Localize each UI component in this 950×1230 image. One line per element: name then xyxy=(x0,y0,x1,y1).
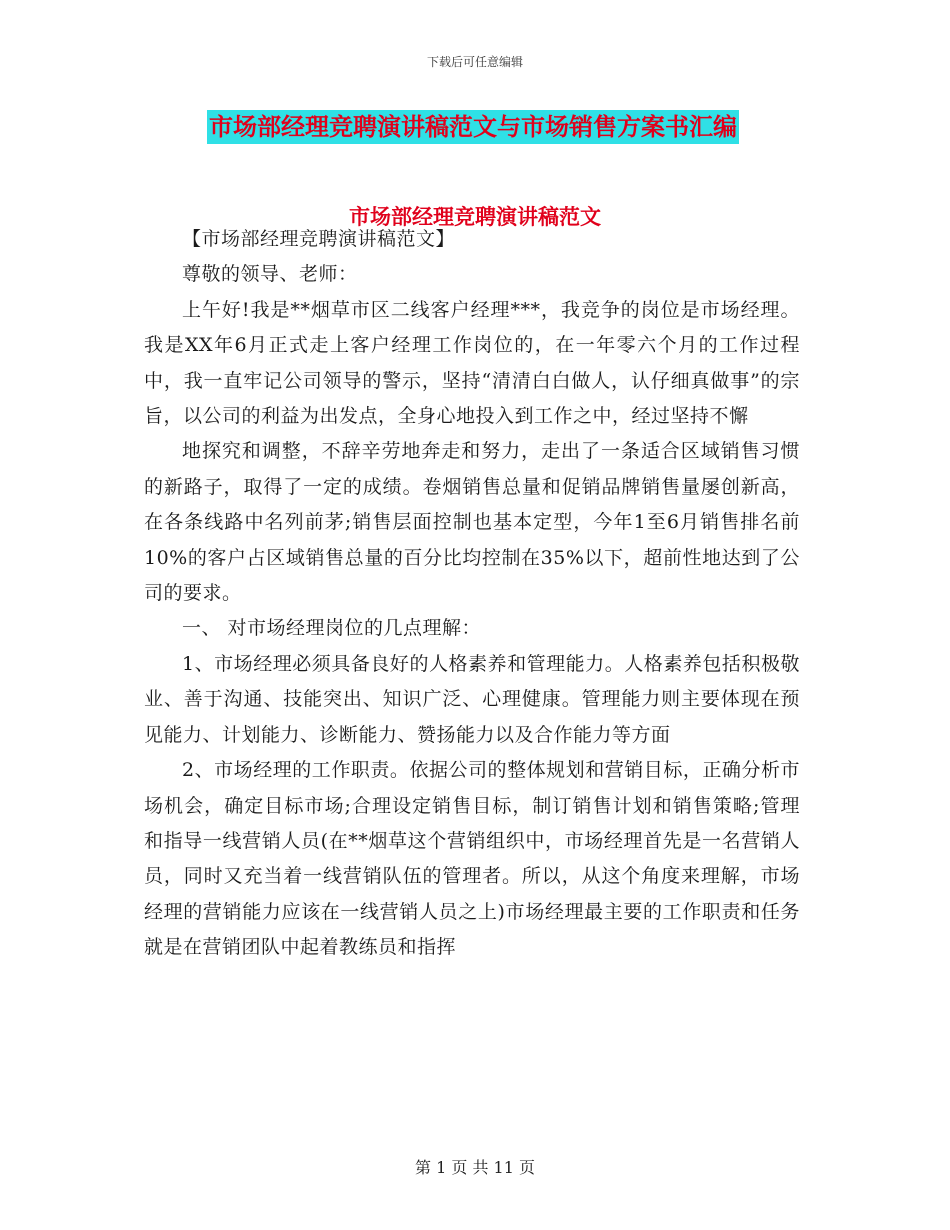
paragraph: 上午好!我是**烟草市区二线客户经理***，我竞争的岗位是市场经理。我是XX年6月正式走上客户经理工作岗位的，在一年零六个月的工作过程中，我一直牢记公司领导的警示，坚持“清清白白做人，认仔细真做事”的宗旨，以公司的利益为出发点，全身心地投入到工作之中，经过坚持不懈 xyxy=(144,298,800,428)
paragraph: 一、 对市场经理岗位的几点理解： xyxy=(182,617,482,640)
header-note: 下载后可任意编辑 xyxy=(426,55,523,69)
paragraph: 尊敬的领导、老师： xyxy=(182,263,358,286)
paragraph: 2、市场经理的工作职责。依据公司的整体规划和营销目标，正确分析市场机会，确定目标市场;合理设定销售目标，制订销售计划和销售策略;管理和指导一线营销人员(在**烟草这个营销组织中，市场经理首先是一名营销人员，同时又充当着一线营销队伍的管理者。所以，从这个角度来理解，市场经理的营销能力应该在一线营销人员之上)市场经理最主要的工作职责和任务就是在营销团队中起着教练员和指挥 xyxy=(144,759,800,959)
main-title: 市场部经理竞聘演讲稿范文与市场销售方案书汇编 xyxy=(207,110,739,144)
paragraph: 1、市场经理必须具备良好的人格素养和管理能力。人格素养包括积极敬业、善于沟通、技能突出、知识广泛、心理健康。管理能力则主要体现在预见能力、计划能力、诊断能力、赞扬能力以及合作能力等方面 xyxy=(144,652,800,746)
sub-title: 市场部经理竞聘演讲稿范文 xyxy=(349,205,601,229)
document-body xyxy=(144,222,800,966)
paragraph: 【市场部经理竞聘演讲稿范文】 xyxy=(182,228,456,250)
page-footer: 第 1 页 共 11 页 xyxy=(415,1158,535,1177)
paragraph: 地探究和调整，不辞辛劳地奔走和努力，走出了一条适合区域销售习惯的新路子，取得了一定的成绩。卷烟销售总量和促销品牌销售量屡创新高，在各条线路中名列前茅;销售层面控制也基本定型，今年1至6月销售排名前10%的客户占区域销售总量的百分比均控制在35%以下，超前性地达到了公司的要求。 xyxy=(144,440,800,605)
